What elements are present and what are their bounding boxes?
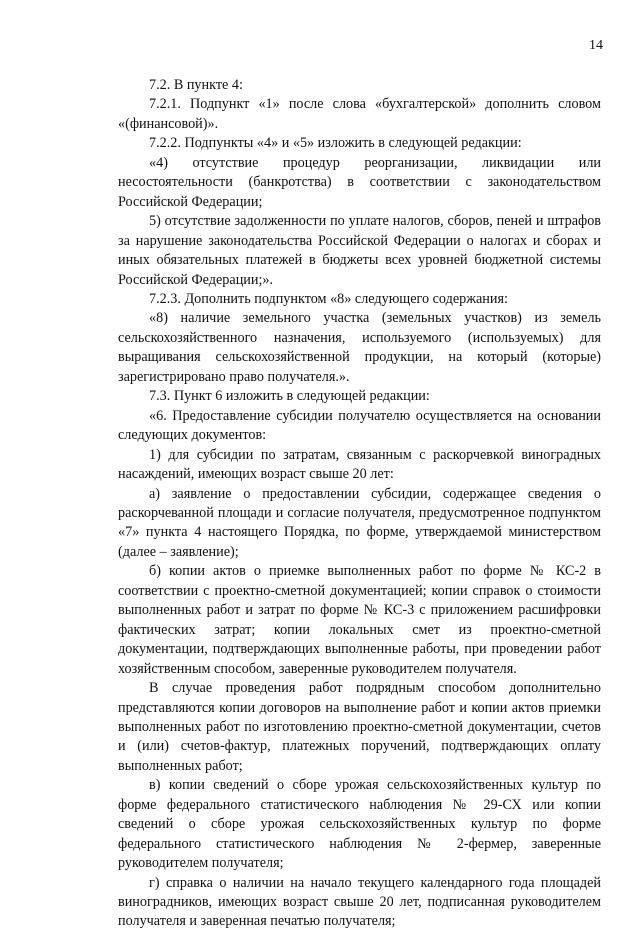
subitem-8-text: «8) наличие земельного участка (земельных участков) из земель сельскохозяйственного назначения, используемого (используемых) для выращивания сельскохозяйственной продукции, на который (которые) зарегистрировано право получателя.». [118,310,601,385]
subitem-5-text: 5) отсутствие задолженности по уплате налогов, сборов, пеней и штрафов за нарушение законодательства Российской Федерации о налогах и сборах и иных обязательных платежей в бюджеты всех уровней бюджетной системы Российской Федерации;». [118,213,601,288]
section-7-3: 7.3. Пункт 6 изложить в следующей редакции: [149,388,430,405]
document-body [118,76,601,932]
section-7-2-2: 7.2.2. Подпункты «4» и «5» изложить в следующей редакции: [149,135,522,152]
section-7-2-heading: 7.2. В пункте 4: [149,77,243,93]
clause-6-item-v: в) копии сведений о сборе урожая сельскохозяйственных культур по форме федерального статистического наблюдения № 29-СХ или копии сведений о сборе урожая сельскохозяйственных культур по форме федерального статистического наблюдения № 2-фермер, заверенные руководителем получателя; [118,777,601,872]
clause-6-intro: «6. Предоставление субсидии получателю осуществляется на основании следующих документов: [118,407,601,444]
page-number: 14 [589,38,603,53]
clause-6-item-b: б) копии актов о приемке выполненных работ по форме № КС-2 в соответствии с проектно-сметной документацией; копии справок о стоимости выполненных работ и затрат по форме № КС-3 с приложением расшифровки фактических затрат; копии локальных смет из проектно-сметной документации, подтверждающих выполненные работы, при проведении работ хозяйственным способом, заверенные руководителем получателя. [118,563,601,677]
clause-6-item-g: г) справка о наличии на начало текущего календарного года площадей виноградников, имеющих возраст свыше 20 лет, подписанная руководителем получателя и заверенная печатью получателя; [118,874,601,930]
section-7-2-1: 7.2.1. Подпункт «1» после слова «бухгалтерской» дополнить словом «(финансовой)». [118,96,601,132]
clause-6-item-1: 1) для субсидии по затратам, связанным с раскорчевкой виноградных насаждений, имеющих возраст свыше 20 лет: [118,446,601,483]
clause-6-contractor-note: В случае проведения работ подрядным способом дополнительно представляются копии договоров на выполнение работ и копии актов приемки выполненных работ по изготовлению проектно-сметной документации, счетов и (или) счетов-фактур, платежных поручений, подтверждающих оплату выполненных работ; [118,680,601,774]
clause-6-item-a: а) заявление о предоставлении субсидии, содержащее сведения о раскорчеванной площади и согласие получателя, предусмотренное подпунктом «7» пункта 4 настоящего Порядка, по форме, утверждаемой министерством (далее – заявление); [118,485,601,560]
subitem-4-text: «4) отсутствие процедур реорганизации, ликвидации или несостоятельности (банкротства) в соответствии с законодательством Российской Федерации; [118,154,601,210]
section-7-2-3: 7.2.3. Дополнить подпунктом «8» следующего содержания: [149,290,508,307]
